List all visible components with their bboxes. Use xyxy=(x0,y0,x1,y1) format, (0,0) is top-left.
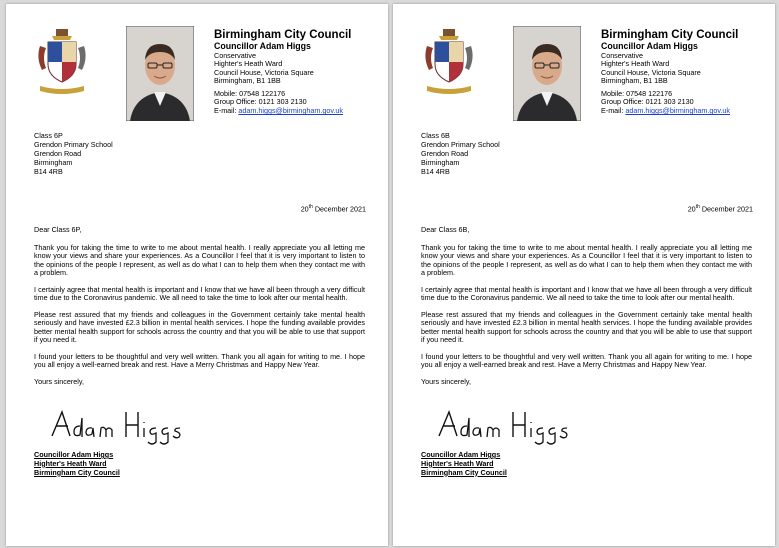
salutation: Dear Class 6P, xyxy=(34,225,82,234)
sign-off-block xyxy=(34,451,120,477)
paragraph-2: I certainly agree that mental health is important and I know that we have all been through a very difficult time due to the Coronavirus pandemic. We all need to take the time to look after our mental health. xyxy=(34,284,365,302)
recipient-road: Grendon Road xyxy=(421,149,469,158)
ward-line: Highter's Heath Ward xyxy=(601,59,670,69)
letter-date xyxy=(688,204,753,213)
email-link[interactable]: adam.higgs@birmingham.gov.uk xyxy=(238,106,344,116)
recipient-school: Grendon Primary School xyxy=(34,140,113,149)
office-number: Group Office: 0121 303 2130 xyxy=(214,97,307,107)
email-link[interactable]: adam.higgs@birmingham.gov.uk xyxy=(625,106,731,116)
recipient-school: Grendon Primary School xyxy=(421,140,500,149)
date-day: 20 xyxy=(300,204,309,214)
recipient-city: Birmingham xyxy=(421,158,460,167)
party-line: Conservative xyxy=(601,50,643,60)
party-line: Conservative xyxy=(214,50,256,60)
letter-page-class-6b xyxy=(393,4,775,546)
paragraph-2: I certainly agree that mental health is important and I know that we have all been through a very difficult time due to the Coronavirus pandemic. We all need to take the time to look after our mental health. xyxy=(421,284,752,302)
salutation: Dear Class 6B, xyxy=(421,225,470,234)
recipient-address xyxy=(421,131,500,176)
council-crest-icon xyxy=(34,26,90,98)
councillor-photo xyxy=(513,26,581,121)
recipient-postcode: B14 4RB xyxy=(34,167,63,176)
date-rest: December 2021 xyxy=(312,204,366,214)
handwritten-signature xyxy=(433,404,583,446)
paragraph-3: Please rest assured that my friends and colleagues in the Government certainly take mental health seriously and have invested £2.3 billion in mental health services. I hope the funding available provides better mental health support for schools across the country and that you will be able to use that support if you need it. xyxy=(421,309,752,344)
ward-line: Highter's Heath Ward xyxy=(214,59,283,69)
letter-body xyxy=(34,226,365,394)
recipient-class: Class 6B xyxy=(421,131,450,140)
date-rest: December 2021 xyxy=(699,204,753,214)
letter-date xyxy=(301,204,366,213)
office-number: Group Office: 0121 303 2130 xyxy=(601,97,694,107)
sign-off-council: Birmingham City Council xyxy=(34,467,120,477)
email-line xyxy=(214,107,384,116)
mobile-number: Mobile: 07548 122176 xyxy=(214,88,286,98)
email-line xyxy=(601,107,771,116)
address-line-2: Birmingham, B1 1BB xyxy=(214,76,281,86)
closing: Yours sincerely, xyxy=(34,376,84,386)
councillor-name: Councillor Adam Higgs xyxy=(601,41,698,51)
recipient-road: Grendon Road xyxy=(34,149,82,158)
mobile-number: Mobile: 07548 122176 xyxy=(601,88,673,98)
date-day: 20 xyxy=(687,204,696,214)
email-label: E-mail: xyxy=(214,106,239,116)
letter-page-class-6p xyxy=(6,4,388,546)
date-suffix: th xyxy=(695,204,700,210)
recipient-city: Birmingham xyxy=(34,158,73,167)
paragraph-3: Please rest assured that my friends and colleagues in the Government certainly take mental health seriously and have invested £2.3 billion in mental health services. I hope the funding available provides better mental health support for schools across the country and that you will be able to use that support if you need it. xyxy=(34,309,365,344)
councillor-letterhead xyxy=(214,29,384,116)
council-name: Birmingham City Council xyxy=(601,29,739,41)
paragraph-1: Thank you for taking the time to write to me about mental health. I really appreciate you all letting me know your views and share your experiences. As a Councillor I feel that it is very important to listen to the opinions of the people I represent, as well as do what I can to help them when they contact me with a problem. xyxy=(34,242,365,277)
councillor-photo xyxy=(126,26,194,121)
council-name: Birmingham City Council xyxy=(214,29,352,41)
recipient-address xyxy=(34,131,113,176)
sign-off-council: Birmingham City Council xyxy=(421,467,507,477)
recipient-postcode: B14 4RB xyxy=(421,167,450,176)
councillor-name: Councillor Adam Higgs xyxy=(214,41,311,51)
email-label: E-mail: xyxy=(601,106,626,116)
paragraph-4: I found your letters to be thoughtful and very well written. Thank you all again for writing to me. I hope you all enjoy a well-earned break and rest. Have a Merry Christmas and Happy New Year. xyxy=(421,351,752,369)
paragraph-1: Thank you for taking the time to write to me about mental health. I really appreciate you all letting me know your views and share your experiences. As a Councillor I feel that it is very important to listen to the opinions of the people I represent, as well as do what I can to help them when they contact me with a problem. xyxy=(421,242,752,277)
sign-off-name: Councillor Adam Higgs xyxy=(34,450,114,459)
address-line-2: Birmingham, B1 1BB xyxy=(601,76,668,86)
letter-body xyxy=(421,226,752,394)
closing: Yours sincerely, xyxy=(421,376,471,386)
councillor-letterhead xyxy=(601,29,771,116)
sign-off-name: Councillor Adam Higgs xyxy=(421,450,501,459)
recipient-class: Class 6P xyxy=(34,131,63,140)
address-line-1: Council House, Victoria Square xyxy=(214,67,314,77)
date-suffix: th xyxy=(308,204,313,210)
paragraph-4: I found your letters to be thoughtful and very well written. Thank you all again for writing to me. I hope you all enjoy a well-earned break and rest. Have a Merry Christmas and Happy New Year. xyxy=(34,351,365,369)
handwritten-signature xyxy=(46,404,196,446)
sign-off-ward: Highter's Heath Ward xyxy=(421,458,494,468)
sign-off-block xyxy=(421,451,507,477)
sign-off-ward: Highter's Heath Ward xyxy=(34,458,107,468)
council-crest-icon xyxy=(421,26,477,98)
address-line-1: Council House, Victoria Square xyxy=(601,67,701,77)
